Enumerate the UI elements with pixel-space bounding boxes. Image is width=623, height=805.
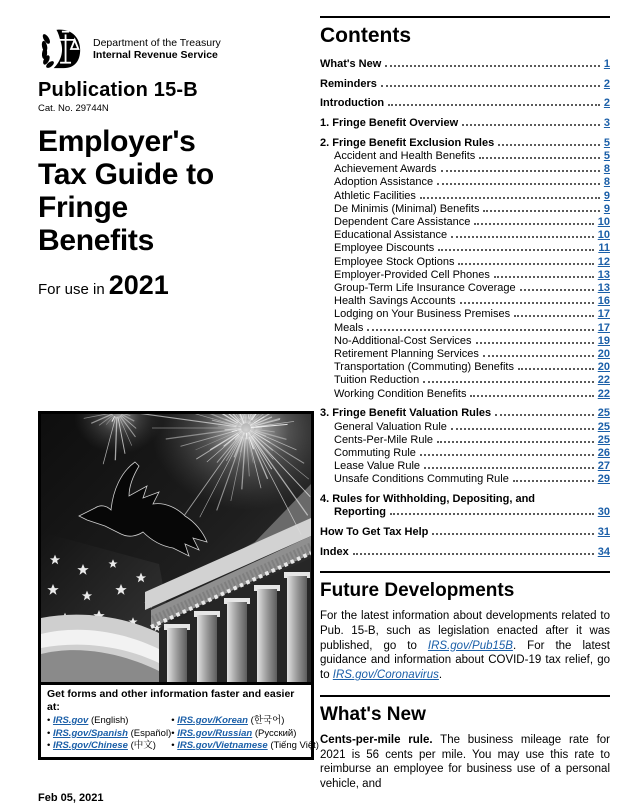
dot-leader [451, 428, 594, 430]
toc-page-link[interactable]: 17 [597, 308, 610, 321]
toc-entry [320, 242, 610, 255]
for-use-in [38, 270, 314, 301]
toc-entry [320, 150, 610, 163]
language-name: (Русский) [252, 727, 297, 739]
toc-entry-label: Cents-Per-Mile Rule [334, 433, 434, 446]
toc-page-link[interactable]: 19 [597, 334, 610, 347]
dot-leader [451, 236, 594, 238]
paragraph-text: . For the latest guidance and information about COVID-19 tax relief, go to [320, 639, 610, 682]
language-links-right [171, 715, 319, 753]
contents-heading: Contents [320, 24, 411, 47]
language-link[interactable]: IRS.gov/Korean [177, 715, 248, 726]
caption-heading: Get forms and other information faster and easier at: [47, 688, 295, 713]
dot-leader [388, 104, 600, 106]
toc-entry-label: Meals [334, 321, 364, 334]
toc-entry-label: 1. Fringe Benefit Overview [320, 117, 459, 130]
toc-entry [320, 190, 610, 203]
toc-entry-label: Lease Value Rule [334, 460, 421, 473]
tax-year: 2021 [108, 270, 169, 300]
dot-leader [460, 302, 594, 304]
bullet: • [171, 727, 178, 739]
toc-entry [320, 407, 610, 420]
title-line: Benefits [38, 224, 154, 257]
dot-leader [483, 355, 594, 357]
dot-leader [458, 263, 593, 265]
paragraph-text: The business mileage rate for 2021 is 56 cents per mile. You may use this rate to reimburse an employee for business use of a personal vehicle, and [320, 733, 611, 791]
toc-entry [320, 308, 610, 321]
toc-page-link[interactable]: 5 [603, 150, 610, 163]
dot-leader [353, 553, 594, 555]
divider [320, 571, 610, 573]
dot-leader [474, 223, 593, 225]
dot-leader [423, 381, 594, 383]
toc-entry [320, 447, 610, 460]
title-line: Tax Guide to [38, 158, 214, 191]
toc-page-link[interactable]: 16 [597, 295, 610, 308]
toc-entry [320, 256, 610, 269]
toc-entry [320, 282, 610, 295]
toc-page-link[interactable]: 25 [597, 420, 610, 433]
language-name: (English) [88, 715, 129, 726]
toc-page-link[interactable]: 27 [597, 460, 610, 473]
photo-caption [41, 682, 319, 757]
paragraph-text: For the latest information about developments related to Pub. 15-B, such as legislation enacted after it was published, go to [320, 609, 610, 652]
future-developments-heading: Future Developments [320, 579, 515, 601]
toc-entry [320, 361, 610, 374]
bullet: • [47, 740, 53, 752]
language-link[interactable]: IRS.gov/Russian [177, 727, 253, 739]
dot-leader [437, 441, 594, 443]
bullet: • [47, 727, 53, 739]
toc-entry-label: Lodging on Your Business Premises [334, 308, 511, 321]
toc-page-link[interactable]: 30 [597, 506, 610, 519]
dot-leader [520, 289, 594, 291]
toc-entry-label: Working Condition Benefits [334, 387, 467, 400]
toc-entry-label: Employee Discounts [334, 242, 435, 255]
language-name: (Tiếng Việt) [267, 740, 319, 752]
toc-entry [320, 348, 610, 361]
language-link-item [171, 715, 319, 728]
title-line: Fringe [38, 191, 128, 224]
inline-link[interactable]: IRS.gov/Pub15B [427, 639, 513, 652]
toc-entry-label: Index [320, 545, 349, 558]
toc-entry [320, 203, 610, 216]
cover-photo-illustration [41, 414, 311, 682]
dot-leader [462, 124, 600, 126]
dot-leader [420, 454, 594, 456]
language-name: (中文) [127, 740, 156, 752]
dot-leader [432, 533, 593, 535]
for-use-prefix: For use in [38, 281, 105, 298]
toc-page-link[interactable]: 26 [597, 446, 610, 459]
toc-page-link[interactable]: 31 [597, 526, 610, 538]
dot-leader [385, 65, 600, 67]
dot-leader [441, 170, 600, 172]
toc-entry [320, 374, 610, 387]
toc-entry-label: Health Savings Accounts [334, 295, 456, 308]
toc-entry [320, 163, 610, 176]
toc-entry-label: Reporting [334, 506, 386, 519]
toc-page-link[interactable]: 13 [597, 282, 610, 295]
dot-leader [470, 395, 593, 397]
language-link[interactable]: IRS.gov/Chinese [52, 740, 128, 752]
language-link-item [47, 728, 171, 741]
toc-entry-label: Dependent Care Assistance [334, 216, 471, 229]
toc-page-link[interactable]: 25 [597, 407, 610, 420]
toc-entry [320, 546, 610, 559]
table-of-contents [320, 58, 610, 559]
bullet: • [171, 740, 178, 752]
dot-leader [476, 342, 594, 344]
toc-entry-label: General Valuation Rule [334, 420, 447, 433]
toc-page-link[interactable]: 9 [603, 202, 610, 215]
toc-page-link[interactable]: 17 [597, 321, 610, 334]
toc-page-link[interactable]: 25 [597, 433, 610, 446]
toc-entry-label: Group-Term Life Insurance Coverage [334, 282, 516, 295]
future-developments-paragraph [320, 609, 610, 683]
toc-entry [320, 295, 610, 308]
toc-entry-label: Achievement Awards [334, 163, 437, 176]
dot-leader [437, 183, 600, 185]
dot-leader [479, 157, 600, 159]
publication-date: Feb 05, 2021 [38, 791, 104, 804]
irs-eagle-logo-icon [38, 28, 84, 70]
toc-page-link[interactable]: 2 [603, 77, 610, 90]
toc-entry [320, 137, 610, 150]
dot-leader [381, 85, 600, 87]
toc-page-link[interactable]: 1 [603, 58, 610, 70]
toc-entry [320, 269, 610, 282]
department-line: Department of the Treasury [93, 36, 221, 49]
toc-entry [320, 421, 610, 434]
toc-entry [320, 229, 610, 242]
language-link[interactable]: IRS.gov/Vietnamese [177, 740, 268, 752]
divider [320, 695, 610, 697]
dot-leader [420, 197, 600, 199]
dot-leader [518, 368, 594, 370]
toc-entry-label: What's New [320, 58, 382, 70]
toc-entry-label: Adoption Assistance [334, 176, 434, 189]
toc-page-link[interactable]: 8 [603, 163, 610, 176]
paragraph-text: Cents-per-mile rule. [320, 733, 433, 746]
left-column [38, 26, 319, 804]
toc-entry [320, 58, 610, 71]
toc-entry [320, 117, 610, 130]
dot-leader [390, 513, 594, 515]
toc-page-link[interactable]: 20 [597, 348, 610, 361]
dot-leader [513, 480, 594, 482]
dot-leader [494, 276, 594, 278]
toc-entry-label: Tuition Reduction [334, 374, 420, 387]
bullet: • [171, 715, 178, 726]
bullet: • [47, 715, 53, 726]
toc-entry-label: Reminders [320, 77, 377, 90]
toc-entry-label: Employer-Provided Cell Phones [334, 268, 490, 281]
divider [320, 16, 610, 18]
dot-leader [514, 315, 594, 317]
toc-page-link[interactable]: 10 [597, 216, 610, 229]
service-line: Internal Revenue Service [93, 49, 218, 61]
toc-page-link[interactable]: 20 [597, 361, 610, 374]
dot-leader [424, 467, 594, 469]
dot-leader [438, 249, 594, 251]
language-name: (Español) [127, 727, 172, 739]
toc-entry [320, 526, 610, 539]
toc-page-link[interactable]: 13 [597, 268, 610, 281]
toc-entry-label: No-Additional-Cost Services [334, 334, 472, 347]
toc-entry [320, 97, 610, 110]
language-link-item [171, 740, 319, 753]
toc-entry-label: Transportation (Commuting) Benefits [334, 361, 514, 374]
toc-entry [320, 322, 610, 335]
toc-page-link[interactable]: 10 [597, 229, 610, 242]
publication-number: Publication 15-B [38, 79, 198, 101]
toc-page-link[interactable]: 2 [603, 97, 610, 110]
toc-entry-label: Retirement Planning Services [334, 348, 479, 361]
toc-page-link[interactable]: 29 [597, 473, 610, 486]
language-link-item [47, 715, 171, 728]
language-links-left [47, 715, 171, 753]
toc-entry [320, 335, 610, 348]
toc-page-link[interactable]: 34 [597, 545, 610, 558]
language-link[interactable]: IRS.gov/Spanish [52, 727, 128, 739]
toc-entry-label: 3. Fringe Benefit Valuation Rules [320, 407, 492, 420]
toc-entry [320, 176, 610, 189]
inline-link[interactable]: IRS.gov/Coronavirus [332, 669, 439, 682]
language-link-item [171, 728, 319, 741]
toc-entry-label: Commuting Rule [334, 446, 416, 459]
toc-entry [320, 78, 610, 91]
toc-page-link[interactable]: 22 [597, 374, 610, 387]
toc-page-link[interactable]: 5 [603, 136, 610, 149]
language-name: (한국어) [247, 715, 285, 726]
toc-entry-label: Introduction [320, 97, 385, 110]
toc-entry [320, 506, 610, 519]
dot-leader [483, 210, 599, 212]
title-line: Employer's [38, 125, 196, 158]
toc-entry [320, 460, 610, 473]
toc-entry-label: 4. Rules for Withholding, Depositing, and [320, 493, 536, 506]
toc-entry [320, 473, 610, 486]
toc-page-link[interactable]: 11 [598, 242, 610, 255]
right-column [320, 16, 610, 792]
language-link-item [47, 740, 171, 753]
toc-entry [320, 434, 610, 447]
publication-title [38, 125, 314, 257]
toc-entry-label: Athletic Facilities [334, 189, 416, 202]
toc-page-link[interactable]: 8 [603, 176, 610, 189]
catalog-number: Cat. No. 29744N [38, 103, 109, 114]
toc-page-link[interactable]: 9 [603, 189, 610, 202]
toc-entry-label: Employee Stock Options [334, 255, 455, 268]
paragraph-text: . [438, 669, 443, 682]
toc-entry [320, 388, 610, 401]
toc-entry [320, 216, 610, 229]
agency-header [38, 26, 314, 72]
dot-leader [495, 414, 594, 416]
whats-new-heading: What's New [320, 703, 426, 725]
toc-entry-label: Unsafe Conditions Commuting Rule [334, 473, 509, 486]
toc-entry-label: How To Get Tax Help [320, 526, 429, 538]
toc-entry-label: Educational Assistance [334, 229, 448, 242]
toc-entry [320, 493, 610, 506]
cover-photo [38, 411, 319, 760]
toc-entry-label: De Minimis (Minimal) Benefits [334, 202, 480, 215]
toc-page-link[interactable]: 12 [597, 255, 610, 268]
toc-entry-label: 2. Fringe Benefit Exclusion Rules [320, 136, 495, 149]
dot-leader [498, 144, 600, 146]
language-link[interactable]: IRS.gov [52, 715, 89, 726]
toc-entry-label: Accident and Health Benefits [334, 150, 476, 163]
toc-page-link[interactable]: 3 [603, 117, 610, 130]
dot-leader [367, 329, 593, 331]
whats-new-paragraph [320, 733, 610, 792]
toc-page-link[interactable]: 22 [597, 387, 610, 400]
